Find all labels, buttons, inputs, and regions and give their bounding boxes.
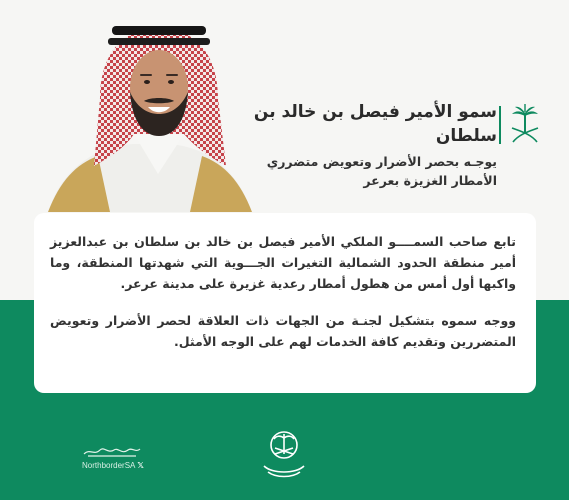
headline-block [207, 100, 497, 190]
headline-subtitle-line2: الأمطار الغزيزة بعرعر [363, 173, 497, 188]
body-paragraph-1: تابع صاحب السمــــو الملكي الأمير فيصل بن خالد بن سلطان بن عبدالعزيز أمير منطقة الحدود الشمالية التغيرات الجـــوية التي شهدتها المنطقة، وما واكبها أول أمس من هطول أمطار رعدية غزيرة على مدينة عرعر. [50, 234, 516, 291]
x-icon: 𝕏 [137, 461, 144, 470]
handle-text: NorthborderSA [82, 461, 136, 470]
headline-subtitle-line1: يوجـه بحصر الأضرار وتعويض متضرري [266, 154, 497, 169]
social-handle[interactable] [82, 461, 144, 470]
region-logo-icon [82, 444, 142, 458]
palm-swords-emblem-icon [508, 104, 542, 144]
brand-divider [499, 106, 501, 144]
region-emblem-icon [254, 422, 314, 482]
content-card [34, 213, 536, 393]
body-paragraph-2: ووجه سموه بتشكيل لجنـة من الجهات ذات العلاقة لحصر الأضرار وتعويض المتضررين وتقديم كافة الخدمات لهم على الوجه الأمثل. [50, 313, 516, 349]
headline-title: سمو الأمير فيصل بن خالد بن سلطان [253, 102, 497, 146]
